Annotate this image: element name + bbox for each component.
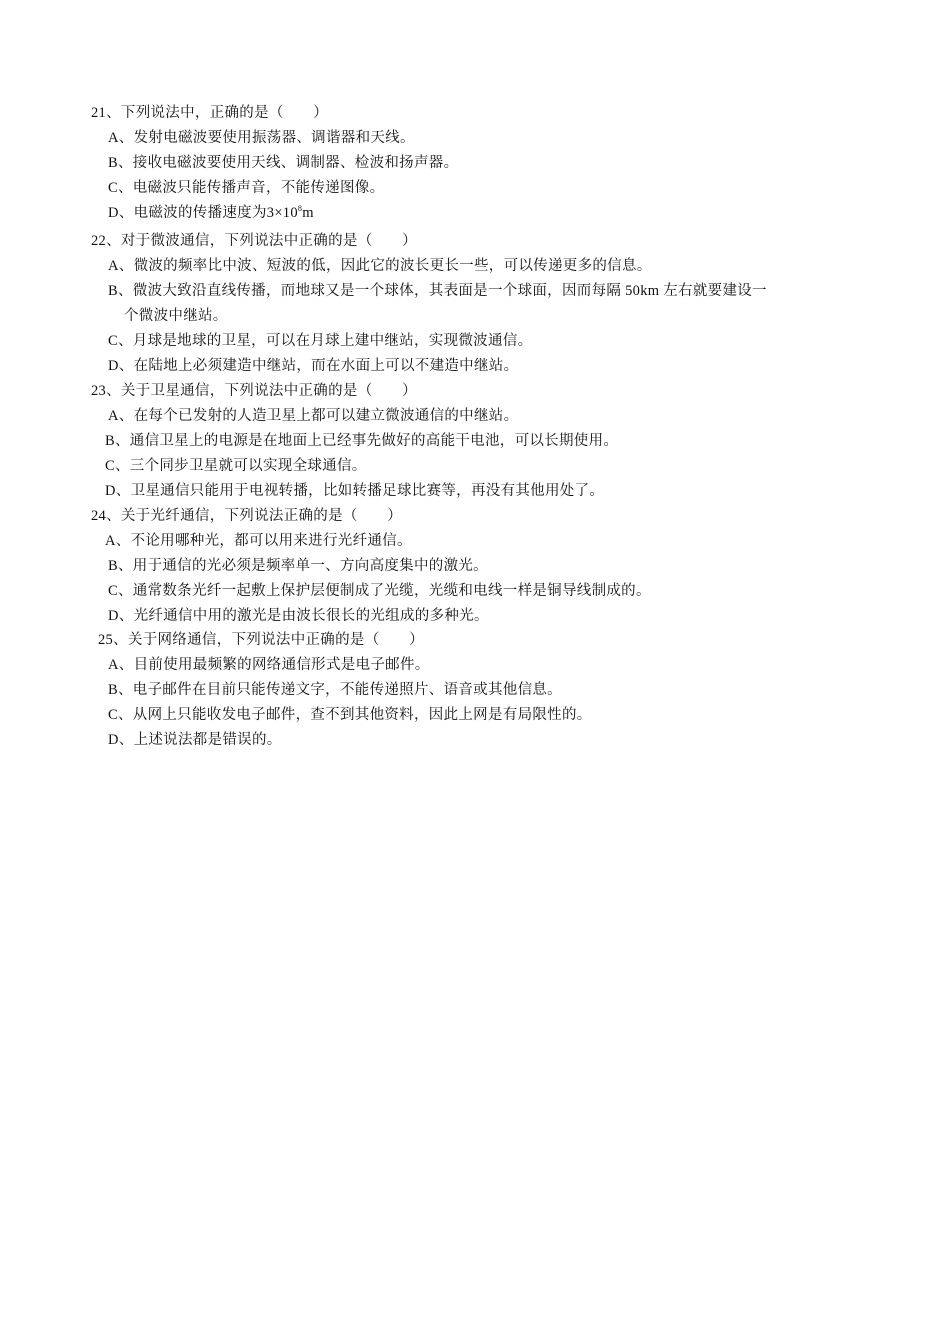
question-24-stem: 24、关于光纤通信，下列说法正确的是（ ） (91, 508, 403, 524)
exponent: 8 (297, 204, 303, 213)
question-22-option-c: C、月球是地球的卫星，可以在月球上建中继站，实现微波通信。 (108, 333, 533, 349)
question-24-option-a: A、不论用哪种光，都可以用来进行光纤通信。 (105, 533, 412, 549)
option-d-text: D、电磁波的传播速度为3×10 (108, 205, 298, 221)
question-22-stem: 22、对于微波通信，下列说法中正确的是（ ） (91, 233, 417, 249)
question-24-option-d: D、光纤通信中用的激光是由波长很长的光组成的多种光。 (108, 608, 489, 624)
question-24-option-b: B、用于通信的光必须是频率单一、方向高度集中的激光。 (108, 558, 488, 574)
question-23-option-d: D、卫星通信只能用于电视转播，比如转播足球比赛等，再没有其他用处了。 (105, 483, 605, 499)
question-21-option-c: C、电磁波只能传播声音，不能传递图像。 (108, 180, 385, 196)
question-21-option-a: A、发射电磁波要使用振荡器、调谐器和天线。 (108, 130, 415, 146)
question-23-option-a: A、在每个已发射的人造卫星上都可以建立微波通信的中继站。 (108, 408, 519, 424)
question-22-option-b-continued: 个微波中继站。 (124, 308, 228, 324)
question-22-option-d: D、在陆地上必须建造中继站，而在水面上可以不建造中继站。 (108, 358, 519, 374)
question-25-stem: 25、关于网络通信，下列说法中正确的是（ ） (98, 632, 424, 648)
question-21-option-b: B、接收电磁波要使用天线、调制器、检波和扬声器。 (108, 155, 459, 171)
question-25-option-c: C、从网上只能收发电子邮件，查不到其他资料，因此上网是有局限性的。 (108, 707, 592, 723)
question-22-option-b: B、微波大致沿直线传播，而地球又是一个球体，其表面是一个球面，因而每隔 50km 左右就要建设一 (108, 283, 767, 299)
question-23-option-b: B、通信卫星上的电源是在地面上已经事先做好的高能干电池，可以长期使用。 (105, 433, 619, 449)
question-23-stem: 23、关于卫星通信，下列说法中正确的是（ ） (91, 383, 417, 399)
question-21-stem: 21、下列说法中，正确的是（ ） (91, 105, 329, 121)
question-22-option-a: A、微波的频率比中波、短波的低，因此它的波长更长一些，可以传递更多的信息。 (108, 258, 652, 274)
question-25-option-d: D、上述说法都是错误的。 (108, 732, 282, 748)
question-23-option-c: C、三个同步卫星就可以实现全球通信。 (105, 458, 367, 474)
question-24-option-c: C、通常数条光纤一起敷上保护层便制成了光缆，光缆和电线一样是铜导线制成的。 (108, 583, 651, 599)
question-25-option-a: A、目前使用最频繁的网络通信形式是电子邮件。 (108, 657, 430, 673)
question-25-option-b: B、电子邮件在目前只能传递文字，不能传递照片、语音或其他信息。 (108, 682, 562, 698)
unit: m (302, 205, 314, 221)
question-21-option-d (108, 203, 314, 223)
